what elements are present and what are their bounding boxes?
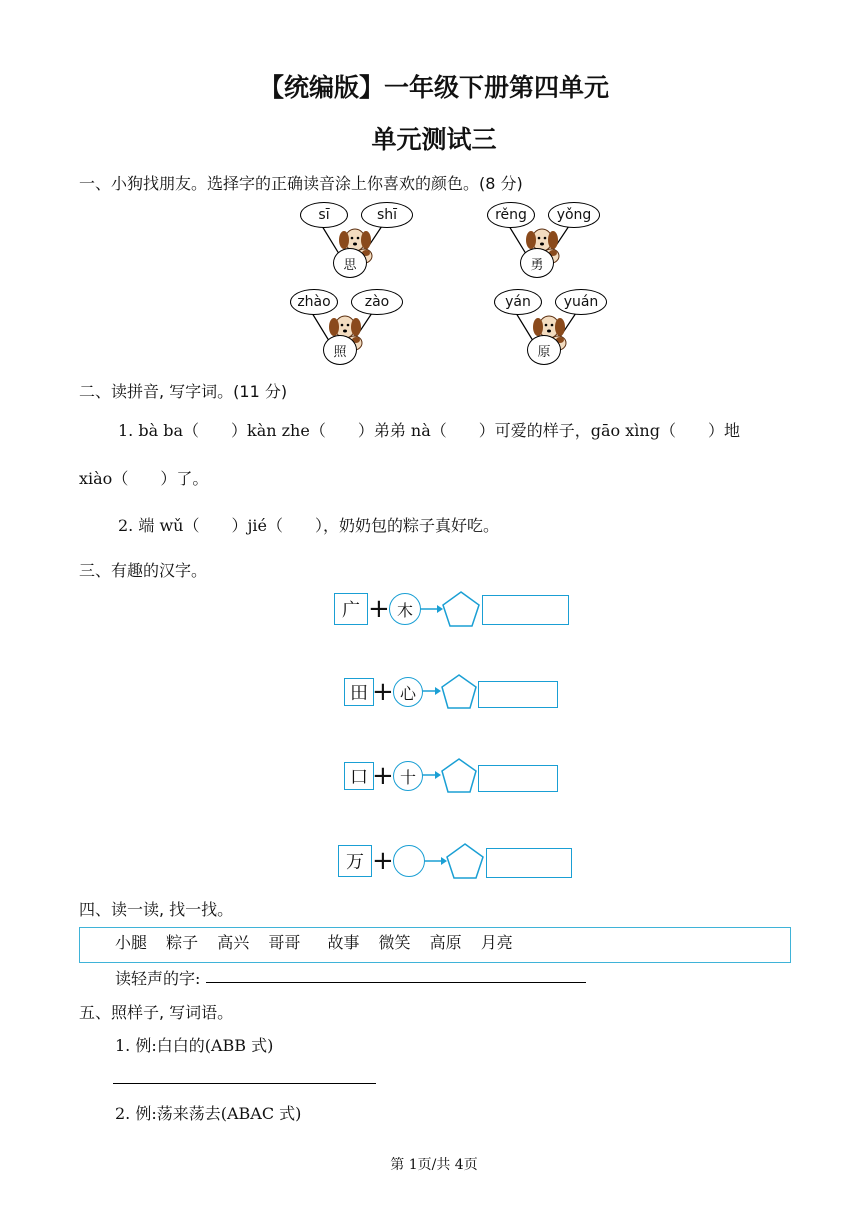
word-list (115, 930, 527, 953)
section5-heading: 五、照样子, 写词语。 (79, 1003, 234, 1022)
arrow-pentagon-icon (421, 757, 479, 795)
dog-group (290, 287, 415, 367)
formula-part1: 田 (344, 678, 374, 706)
word-item: 高原 (429, 933, 462, 952)
arrow-pentagon-icon (419, 590, 483, 630)
section4-prompt: 读轻声的字: (115, 969, 201, 988)
word-item: 月亮 (480, 933, 513, 952)
formula-part1: 万 (338, 845, 372, 877)
word-item: 高兴 (217, 933, 250, 952)
section4-heading: 四、读一读, 找一找。 (79, 900, 234, 919)
section1-heading: 一、小狗找朋友。选择字的正确读音涂上你喜欢的颜色。(8 分) (79, 174, 523, 193)
answer-box[interactable] (486, 848, 572, 878)
plus-sign: + (368, 594, 390, 624)
answer-box[interactable] (482, 595, 569, 625)
section2-q2: 2. 端 wǔ（ ）jié（ ），奶奶包的粽子真好吃。 (118, 516, 499, 535)
plus-sign: + (372, 846, 394, 876)
section3-heading: 三、有趣的汉字。 (79, 561, 208, 580)
word-item: 小腿 (115, 933, 148, 952)
pinyin-option[interactable]: yán (494, 289, 542, 315)
section2-q1-line2: xiào（ ）了。 (79, 469, 209, 488)
formula-part2: 十 (393, 761, 423, 791)
pinyin-option[interactable]: zhào (290, 289, 338, 315)
page-title: 【统编版】一年级下册第四单元 (258, 73, 609, 102)
pinyin-option[interactable]: rěng (487, 202, 535, 228)
pinyin-option[interactable]: zào (351, 289, 403, 315)
plus-sign: + (372, 761, 394, 791)
word-item: 故事 (327, 933, 360, 952)
section5-q2: 2. 例:荡来荡去(ABAC 式) (115, 1104, 302, 1123)
word-item: 粽子 (166, 933, 199, 952)
page-subtitle: 单元测试三 (371, 125, 497, 154)
arrow-pentagon-icon (421, 673, 479, 711)
answer-box[interactable] (478, 765, 558, 792)
hanzi-char: 原 (527, 335, 561, 365)
arrow-pentagon-icon (423, 842, 487, 882)
hanzi-char: 思 (333, 248, 367, 278)
answer-line[interactable] (113, 1083, 376, 1084)
pinyin-option[interactable]: yǒng (548, 202, 600, 228)
pinyin-option[interactable]: yuán (555, 289, 607, 315)
word-item: 微笑 (378, 933, 411, 952)
formula-part2: 心 (393, 677, 423, 707)
word-item: 哥哥 (268, 933, 301, 952)
formula-part1: 口 (344, 762, 374, 790)
page-footer: 第 1页/共 4页 (390, 1157, 478, 1173)
hanzi-char: 勇 (520, 248, 554, 278)
hanzi-char: 照 (323, 335, 357, 365)
pinyin-option[interactable]: sī (300, 202, 348, 228)
plus-sign: + (372, 677, 394, 707)
section2-q1-line1: 1. bà ba（ ）kàn zhe（ ）弟弟 nà（ ）可爱的样子，gāo xìng（ ）地 (118, 421, 740, 440)
answer-box[interactable] (478, 681, 558, 708)
section2-heading: 二、读拼音, 写字词。(11 分) (79, 382, 288, 401)
dog-group (300, 200, 425, 280)
formula-part1: 广 (334, 593, 368, 625)
answer-line[interactable] (206, 982, 586, 983)
pinyin-option[interactable]: shī (361, 202, 413, 228)
dog-group (494, 287, 619, 367)
formula-part2: 木 (389, 593, 421, 625)
section5-q1: 1. 例:白白的(ABB 式) (115, 1036, 274, 1055)
dog-group (487, 200, 612, 280)
formula-part2-empty[interactable] (393, 845, 425, 877)
